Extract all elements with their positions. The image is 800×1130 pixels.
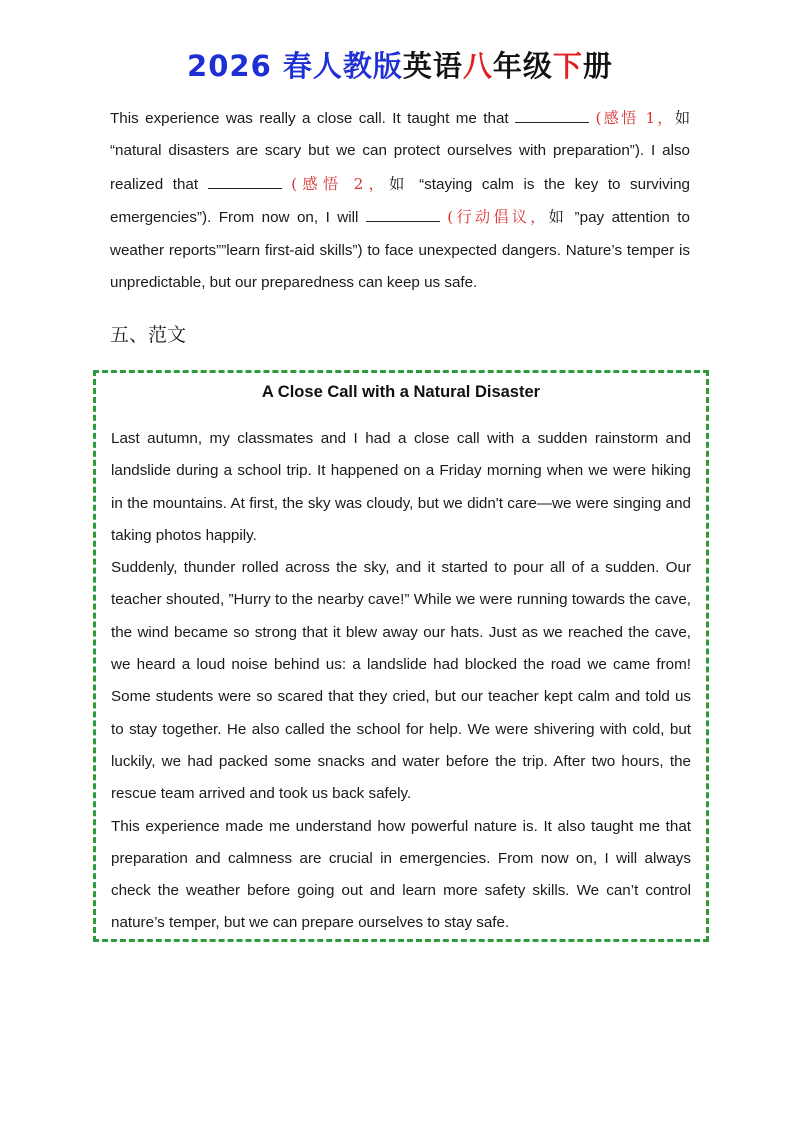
essay-body	[111, 423, 691, 940]
section-heading-model-essay: 五、范文	[110, 324, 187, 346]
title-grade-number: 八	[462, 49, 493, 83]
intro-text-4: 如 ”pay attention to weather reports””learn first-aid skills”) to face unexpected dangers. Nature’s temper is unpredictable, but our preparedness can keep us safe.	[110, 209, 690, 292]
title-book: 册	[582, 49, 613, 83]
essay-title: A Close Call with a Natural Disaster	[261, 383, 541, 401]
essay-paragraph-1: Last autumn, my classmates and I had a close call with a sudden rainstorm and landslide during a school trip. It happened on a Friday morning when we were hiking in the mountains. At first, the sky was cloudy, but we didn't care—we were singing and taking photos happily.	[111, 430, 691, 544]
title-subject: 英语	[402, 49, 463, 83]
intro-text-1: This experience was really a close call. It taught me that	[110, 110, 516, 127]
intro-paragraph	[110, 102, 690, 299]
fill-blank-3	[366, 208, 440, 222]
hint-insight-1: (感悟 1，	[595, 109, 675, 127]
hint-action-proposal: (行动倡议，	[447, 208, 549, 227]
intro-text-3: 如 “staying calm is the key to surviving emergencies”). From now on, I will	[110, 175, 690, 227]
essay-paragraph-2: Suddenly, thunder rolled across the sky, and it started to pour all of a sudden. Our teacher shouted, ”Hurry to the nearby cave!” While we were running towards the cave, the wind became so strong that it blew away our hats. Just as we reached the cave, we heard a loud noise behind us: a landslide had blocked the road we came from! Some students were so scared that they cried, but our teacher kept calm and told us to stay together. He also called the school for help. We were shivering with cold, but luckily, we had packed some snacks and water before the trip. After two hours, the rescue team arrived and took us back safely.	[111, 559, 691, 803]
title-grade: 年级	[492, 49, 553, 83]
fill-blank-1	[515, 109, 589, 123]
essay-paragraph-3: This experience made me understand how powerful nature is. It also taught me that preparation and calmness are crucial in emergencies. From now on, I will always check the weather before going out and learn more safety skills. We can’t control nature’s temper, but we can prepare ourselves to stay safe.	[111, 817, 691, 932]
hint-insight-2: (感悟 2，	[291, 174, 390, 193]
fill-blank-2	[208, 175, 282, 189]
title-year-edition: 2026 春人教版	[187, 49, 403, 83]
intro-text-2: 如 “natural disasters are scary but we can protect ourselves with preparation”). I also realized that	[110, 110, 690, 193]
title-term: 下	[552, 49, 583, 83]
page-title	[0, 44, 800, 85]
model-essay-box	[93, 370, 709, 942]
